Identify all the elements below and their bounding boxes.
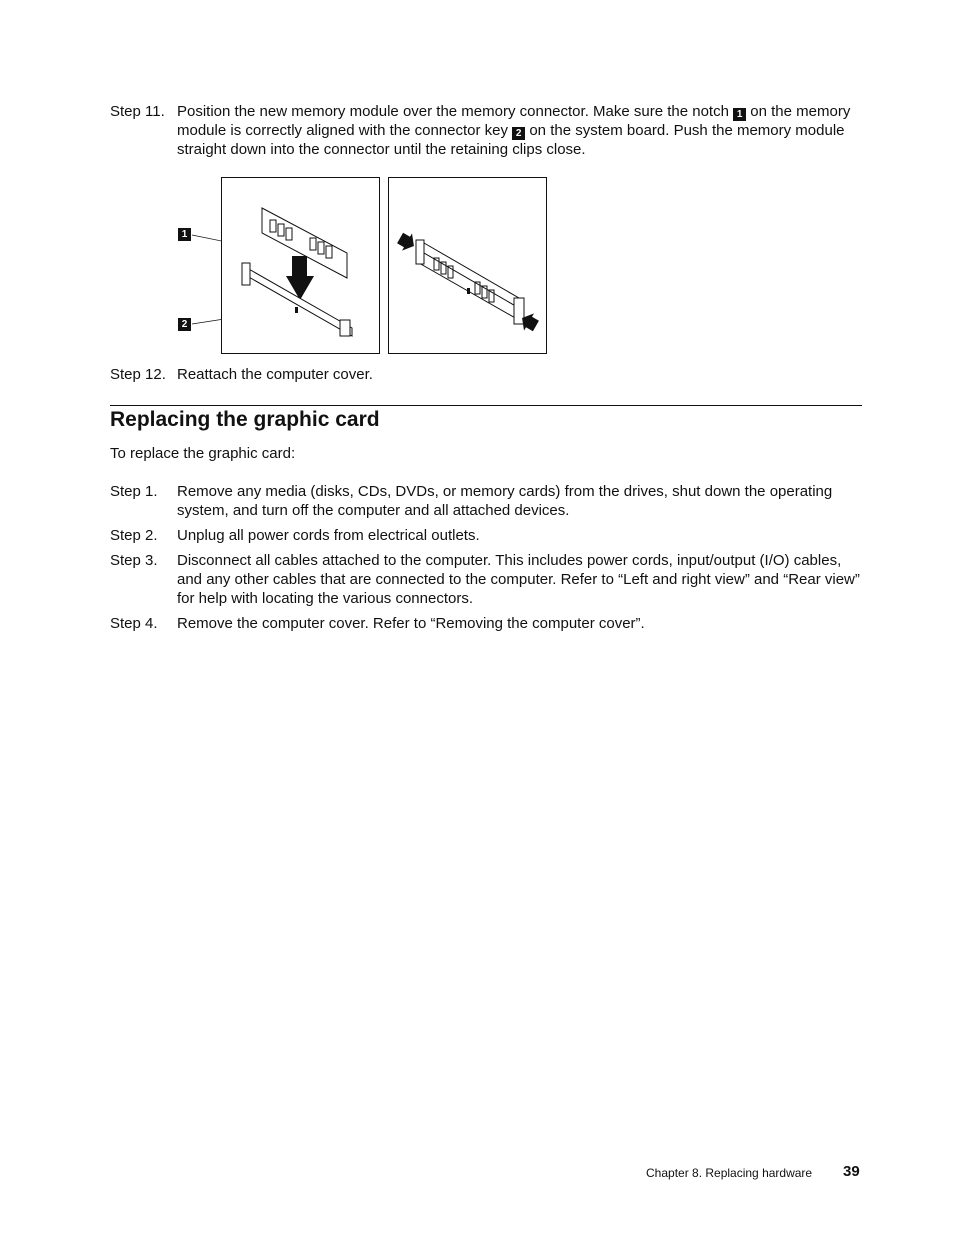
figure-memory-insert xyxy=(221,177,380,354)
section-divider xyxy=(110,405,862,406)
text: on the system board. Push the memory module straight down into the connector until the retaining clips close. xyxy=(177,122,845,158)
callout-badge-2: 2 xyxy=(512,127,525,140)
step-1 xyxy=(110,482,862,520)
section-intro: To replace the graphic card: xyxy=(110,445,296,462)
figure-callout-2: 2 xyxy=(178,318,191,331)
step-text: Disconnect all cables attached to the computer. This includes power cords, input/output (I/O) cables, and any other cables that are connected to the computer. Refer to “Left and right view” and “Rear view” for help with locating the various connectors. xyxy=(177,552,860,607)
step-12 xyxy=(110,365,862,384)
step-label: Step 3. xyxy=(110,552,158,569)
text: Position the new memory module over the memory connector. Make sure the notch xyxy=(177,103,734,120)
text: on the memory module is correctly aligned with the connector key xyxy=(177,103,851,139)
step-text: Reattach the computer cover. xyxy=(177,366,373,383)
step-3 xyxy=(110,551,862,608)
step-11 xyxy=(110,102,862,159)
step-label: Step 2. xyxy=(110,527,158,544)
section-title: Replacing the graphic card xyxy=(110,408,380,431)
step-text: Remove any media (disks, CDs, DVDs, or memory cards) from the drives, shut down the operating system, and turn off the computer and all attached devices. xyxy=(177,483,833,519)
step-text: Unplug all power cords from electrical outlets. xyxy=(177,527,480,544)
step-2 xyxy=(110,526,862,545)
footer-chapter: Chapter 8. Replacing hardware xyxy=(646,1166,813,1180)
step-label: Step 4. xyxy=(110,615,158,632)
step-text xyxy=(177,102,862,159)
step-label: Step 11. xyxy=(110,103,165,120)
step-label: Step 12. xyxy=(110,366,166,383)
figure-callout-1: 1 xyxy=(178,228,191,241)
page-number: 39 xyxy=(843,1163,860,1180)
step-label: Step 1. xyxy=(110,483,158,500)
step-text: Remove the computer cover. Refer to “Removing the computer cover”. xyxy=(177,615,645,632)
callout-badge-1: 1 xyxy=(733,108,746,121)
step-4 xyxy=(110,614,862,633)
memory-seated-illustration xyxy=(389,178,546,353)
figure-memory-seated xyxy=(388,177,547,354)
memory-module-illustration xyxy=(222,178,379,353)
